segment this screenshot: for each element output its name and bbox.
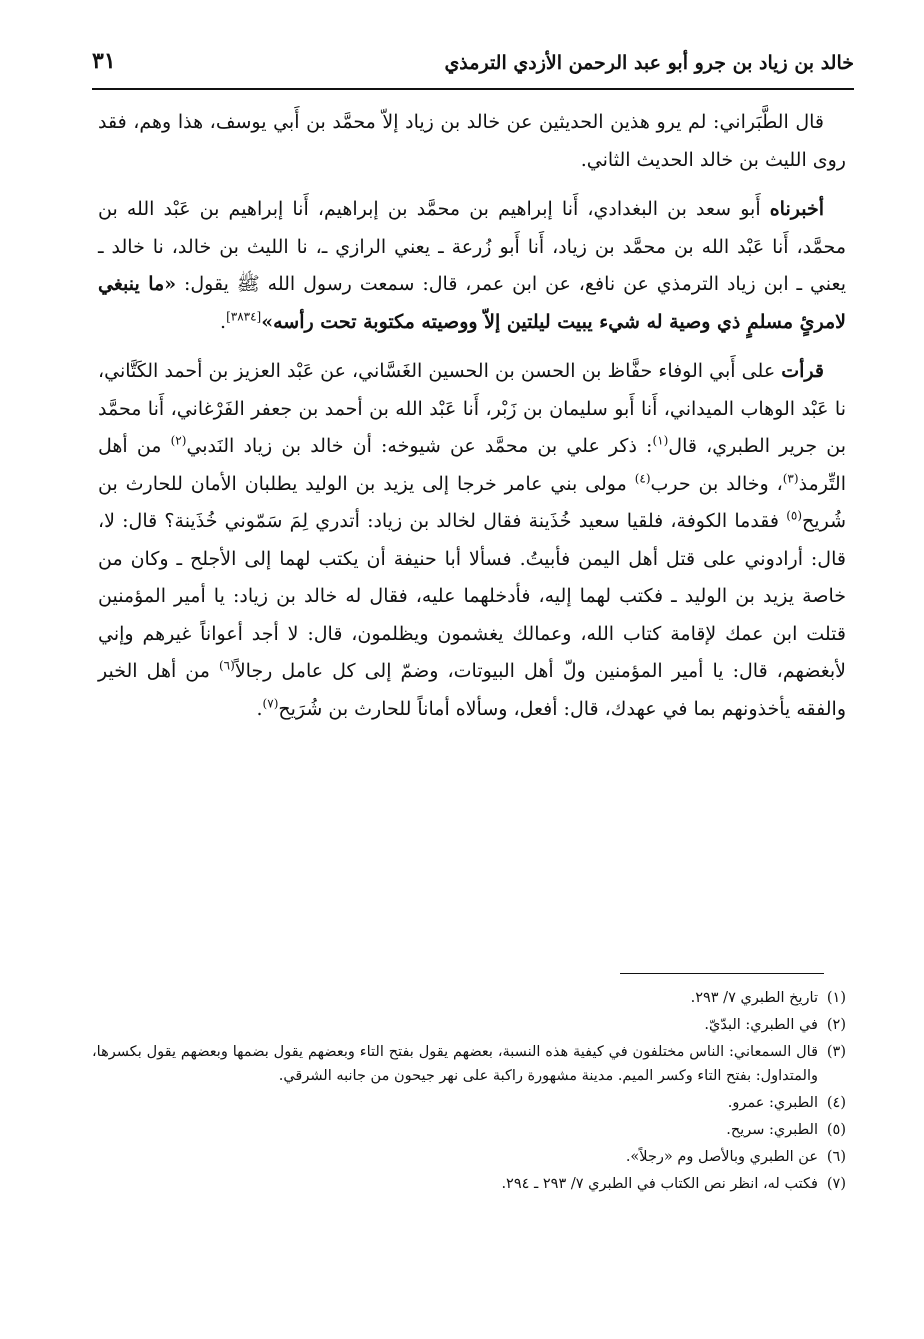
paragraph-lead-word: أخبرناه [769, 198, 824, 220]
footnote-number: (٦) [826, 1149, 846, 1165]
footnote-number: (١) [826, 990, 846, 1006]
paragraph-segment: فقدما الكوفة، فلقيا سعيد خُذَينة فقال لخالد بن زياد: أتدري لِمَ سَمّوني خُذَينة؟ قال: لا، قال: أرادوني على قتل أهل اليمن فأبيتُ. فسألا أبا حنيفة أن يكتب لهما إلى الأجلح ـ وكان من خاصة يزيد بن الوليد ـ فكتب لهما إليه، فأدخلهما عليه، فقال له خالد بن زياد: يا أمير المؤمنين قتلت ابن عمك لإقامة كتاب الله، وعمالك يغشمون ويظلمون، قال: لا أجد أعواناً غيرهم وإني لأبغضهم، قال: يا أمير المؤمنين ولّ أهل البيوتات، وضمّ إلى كل عامل رجالاً [98, 510, 846, 682]
paragraph-segment: مولى بني عامر خرجا إلى يزيد بن الوليد يطلبان الأمان للحارث بن شُريح [98, 472, 846, 532]
footnote-ref: (٧) [262, 696, 279, 711]
footnote-number: (٧) [826, 1176, 846, 1192]
paragraph-3 [98, 353, 846, 728]
footnote-number: (٥) [826, 1122, 846, 1138]
footnote-ref: (١) [652, 433, 669, 448]
footnote-ref: (٣) [782, 471, 799, 486]
header-rule [92, 88, 854, 90]
footnote [92, 1013, 846, 1037]
footnote-ref: (٢) [170, 433, 187, 448]
paragraph-segment: من أهل الخير والفقه يأخذونهم بما في عهدك، قال: أفعل، وسألاه أماناً للحارث بن شُرَيح [98, 660, 846, 720]
footnote [92, 1040, 846, 1088]
footnote-number: (٢) [826, 1017, 846, 1033]
paragraph-segment: : ذكر علي بن محمَّد عن شيوخه: أن خالد بن زياد النَدبي [186, 435, 653, 457]
paragraph-segment: على أَبي الوفاء حفَّاظ بن الحسن بن الحسين الغَسَّاني، عن عَبْد العزيز بن أحمد الكَتَّاني، نا عَبْد الوهاب الميداني، أَنا أَبو سليمان بن زَبْر، أَنا عَبْد الله بن أحمد بن جعفر الفَرْغاني، أَنا محمَّد بن جرير الطبري، قال [98, 360, 846, 457]
footnote-text: قال السمعاني: الناس مختلفون في كيفية هذه النسبة، بعضهم يقول بفتح التاء وبعضهم يقول بضمها وبعضهم يقول بكسرها، والمتداول: بفتح التاء وكسر الميم. مدينة مشهورة راكبة على نهر جيحون من جانبه الشرقي. [92, 1044, 818, 1084]
page-number: ٣١ [92, 48, 116, 74]
footnote [92, 1091, 846, 1115]
footnote-text: فكتب له، انظر نص الكتاب في الطبري ٧/ ٢٩٣ ـ ٢٩٤. [501, 1176, 818, 1192]
paragraph-2 [98, 191, 846, 341]
paragraph-segment: من أهل التِّرمذ [98, 435, 846, 495]
footnote-rule [620, 973, 824, 974]
running-title: خالد بن زياد بن جرو أبو عبد الرحمن الأزدي الترمذي [444, 52, 854, 74]
footnote [92, 1118, 846, 1142]
paragraph-1 [98, 104, 846, 179]
paragraph-segment: . [256, 697, 263, 720]
footnote-text: الطبري: سريح. [726, 1122, 818, 1138]
main-text [98, 104, 846, 740]
footnote-number: (٤) [826, 1095, 846, 1111]
footnote-text: عن الطبري وبالأصل وم «رجلاً». [625, 1149, 818, 1165]
footnote [92, 1145, 846, 1169]
footnote-number: (٣) [826, 1044, 846, 1060]
paragraph-text: قال الطَّبَراني: لم يرو هذين الحديثين عن خالد بن زياد إلاّ محمَّد بن أَبي يوسف، هذا وهم، فقد روى الليث بن خالد الحديث الثاني. [98, 111, 846, 171]
page-header [92, 44, 854, 84]
footnotes [92, 986, 846, 1199]
footnote-ref: (٤) [634, 471, 651, 486]
hadith-text: «ما ينبغي لامرئٍ مسلمٍ ذي وصية له شيء يبيت ليلتين إلاّ ووصيته مكتوبة تحت رأسه» [98, 273, 846, 333]
footnote-ref: (٦) [218, 658, 235, 673]
footnote [92, 1172, 846, 1196]
paragraph-lead-word: قرأت [781, 360, 824, 382]
footnote-text: تاريخ الطبري ٧/ ٢٩٣. [690, 990, 818, 1006]
footnote [92, 986, 846, 1010]
paragraph-segment: ، وخالد بن حرب [650, 472, 783, 495]
paragraph-end: . [220, 310, 227, 333]
isnad-text: أَبو سعد بن البغدادي، أَنا إبراهيم بن محمَّد بن إبراهيم، أَنا إبراهيم بن عَبْد الله بن محمَّد، أَنا عَبْد الله بن محمَّد بن زياد، أَنا أَبو زُرعة ـ يعني الرازي ـ، نا الليث بن خالد، نا خالد ـ يعني ـ ابن زياد الترمذي عن نافع، عن ابن عمر، قال: سمعت رسول الله ﷺ يقول: [98, 198, 846, 295]
hadith-number: [٣٨٣٤] [226, 309, 262, 324]
footnote-ref: (٥) [786, 508, 803, 523]
footnote-text: الطبري: عمرو. [727, 1095, 818, 1111]
footnote-text: في الطبري: البدّيّ. [704, 1017, 818, 1033]
